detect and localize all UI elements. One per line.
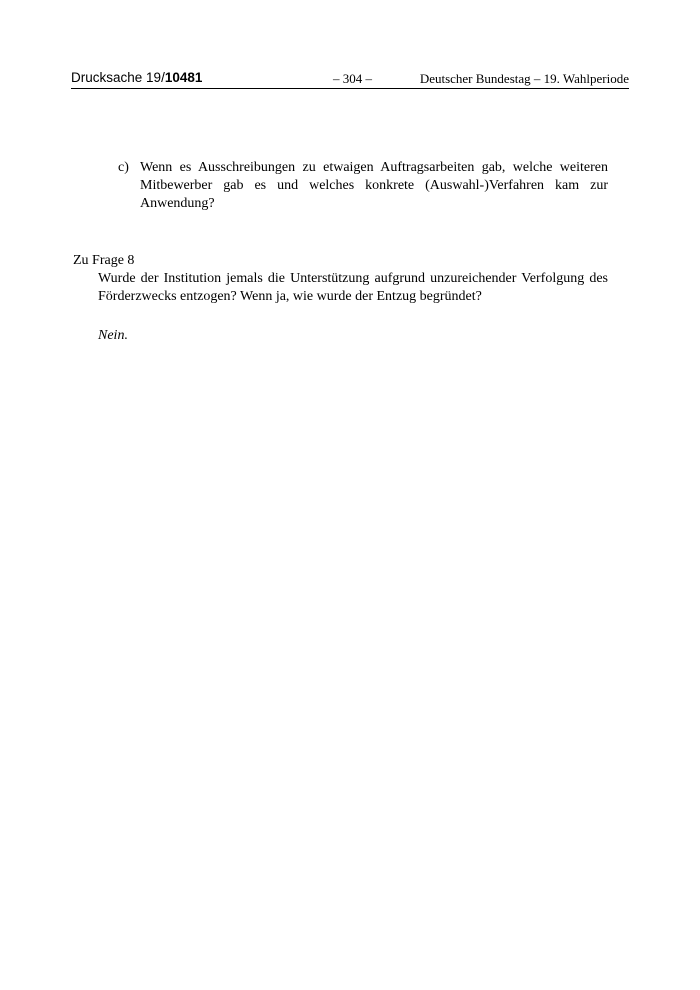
document-number-value: 10481 bbox=[164, 70, 203, 85]
list-marker: c) bbox=[118, 160, 129, 175]
question-heading: Zu Frage 8 bbox=[73, 253, 135, 268]
page-header bbox=[71, 70, 629, 89]
document-prefix: 19/ bbox=[146, 70, 165, 85]
page-number: – 304 – bbox=[333, 71, 372, 86]
legislative-period: Deutscher Bundestag – 19. Wahlperiode bbox=[419, 71, 629, 86]
list-item-c bbox=[118, 159, 608, 213]
list-item-text: Wenn es Ausschreibungen zu etwaigen Auftragsarbeiten gab, welche weiteren Mitbewerber gab es und welches konkrete (Auswahl-)Verfahren kam zur Anwendung? bbox=[140, 160, 608, 211]
document-number bbox=[71, 70, 202, 86]
document-label: Drucksache bbox=[71, 70, 143, 85]
answer-text: Nein. bbox=[98, 328, 128, 343]
question-text: Wurde der Institution jemals die Unterstützung aufgrund unzureichender Verfolgung des Förderzwecks entzogen? Wenn ja, wie wurde der Entzug begründet? bbox=[98, 271, 608, 304]
